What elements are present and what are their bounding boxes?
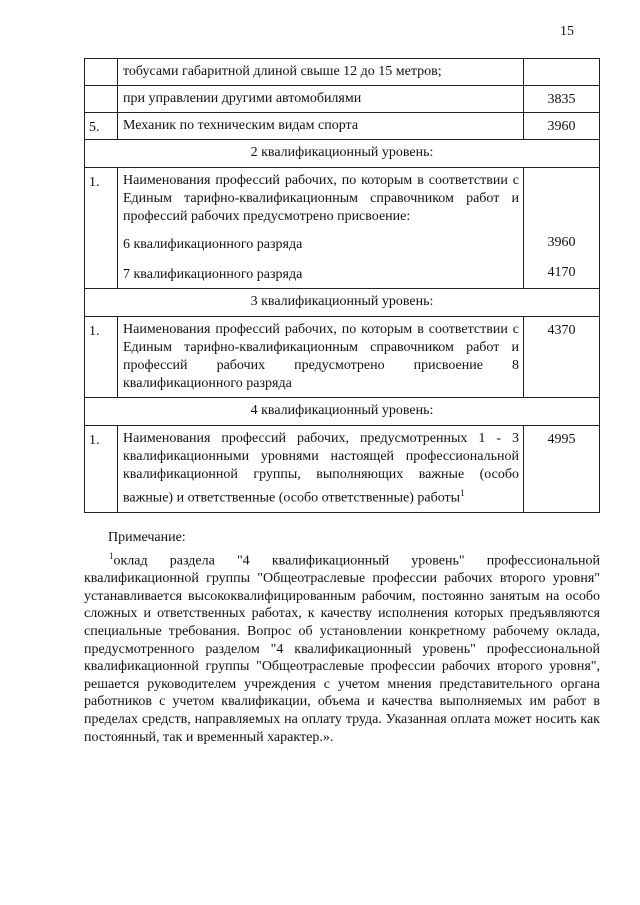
row-number-cell: 1. xyxy=(85,317,118,398)
row-number-cell xyxy=(85,86,118,113)
level-heading: 3 квалификационный уровень: xyxy=(85,289,600,317)
row-number-cell: 5. xyxy=(85,113,118,140)
table-row xyxy=(85,113,600,140)
note-title: Примечание: xyxy=(108,530,186,545)
row-value-cell: 3835 xyxy=(524,86,600,113)
level-heading-row xyxy=(85,289,600,317)
row-text: Наименования профессий рабочих, предусмотренных 1 - 3 квалификационными уровнями настоящей профессиональной квалификационной группы, выполняющих важные (особо важные) и ответственные (особо ответственные) работы xyxy=(123,431,519,506)
footnote-mark: 1 xyxy=(460,488,465,498)
level-heading-row xyxy=(85,398,600,426)
table-row xyxy=(85,426,600,513)
row-number-cell: 1. xyxy=(85,168,118,289)
page-number: 15 xyxy=(560,24,574,39)
table-row xyxy=(85,168,600,289)
table-row xyxy=(85,86,600,113)
sub-item-value: 4170 xyxy=(547,265,576,280)
row-value-cell: 4995 xyxy=(524,426,600,513)
sub-item-label: 7 квалификационного разряда xyxy=(123,267,303,282)
table-row xyxy=(85,59,600,86)
note-text: оклад раздела "4 квалификационный уровень" профессиональной квалификационной группы "Общеотраслевые профессии рабочих второго уровня" устанавливается высококвалифицированным рабочим, постоянно занятым на особо сложных и ответственных работах, к качеству исполнения которых предъявляются специальные требования. Вопрос об установлении конкретному рабочему оклада, предусмотренного разделом "4 квалификационный уровень" профессиональной квалификационной группы "Общеотраслевые профессии рабочих второго уровня", решается руководителем учреждения с учетом мнения представительного органа работников с учетом квалификации, объема и качества выполняемых им работ в пределах средств, направляемых на оплату труда. Указанная оплата может носить как постоянный, так и временный характер.». xyxy=(84,553,600,745)
table-row xyxy=(85,317,600,398)
level-heading: 4 квалификационный уровень: xyxy=(85,398,600,426)
row-text-cell xyxy=(118,426,524,513)
row-text-cell: тобусами габаритной длиной свыше 12 до 15 метров; xyxy=(118,59,524,86)
level-heading-row xyxy=(85,140,600,168)
row-number-cell: 1. xyxy=(85,426,118,513)
footnote-mark: 1 xyxy=(109,551,114,561)
row-number-cell xyxy=(85,59,118,86)
salary-table xyxy=(84,58,600,513)
row-text-cell: Наименования профессий рабочих, по которым в соответствии с Единым тарифно-квалификационным справочником работ и профессий рабочих предусмотрено присвоение 8 квалификационного разряда xyxy=(118,317,524,398)
row-text-cell xyxy=(118,168,524,289)
row-text-cell: Механик по техническим видам спорта xyxy=(118,113,524,140)
note-body xyxy=(84,548,600,746)
row-text-cell: при управлении другими автомобилями xyxy=(118,86,524,113)
row-value-cell xyxy=(524,59,600,86)
row-text: Наименования профессий рабочих, по которым в соответствии с Единым тарифно-квалификационным справочником работ и профессий рабочих предусмотрено присвоение: xyxy=(123,173,519,224)
level-heading: 2 квалификационный уровень: xyxy=(85,140,600,168)
row-value-cell: 4370 xyxy=(524,317,600,398)
row-value-cell: 3960 xyxy=(524,113,600,140)
row-value-cell xyxy=(524,168,600,289)
sub-item-label: 6 квалификационного разряда xyxy=(123,237,303,252)
sub-item-value: 3960 xyxy=(547,235,576,250)
